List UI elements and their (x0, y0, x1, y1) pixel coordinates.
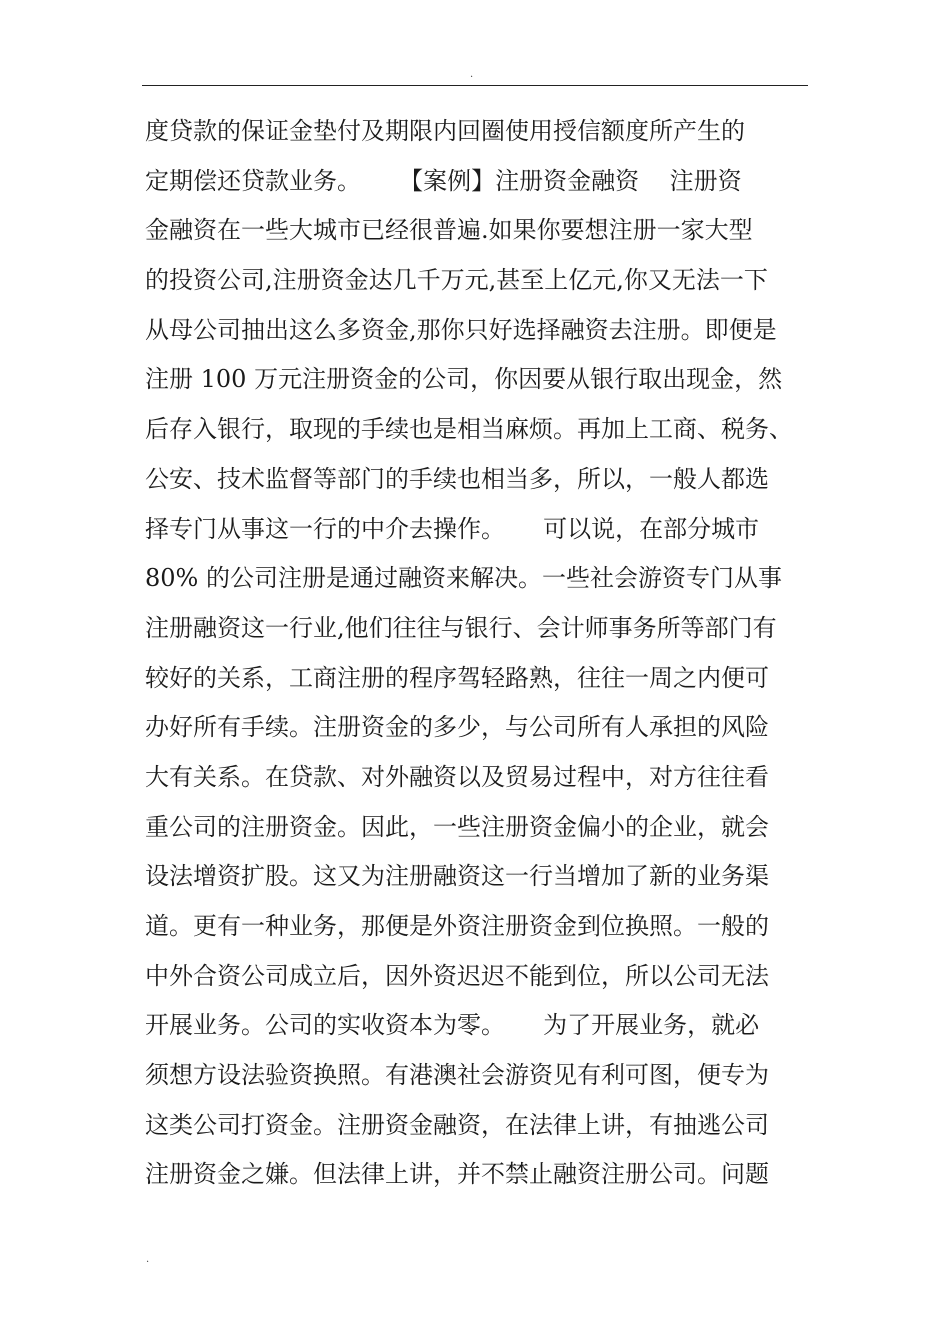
text-line: 从母公司抽出这么多资金,那你只好选择融资去注册。即便是 (145, 315, 777, 344)
header-marker: . (470, 69, 474, 80)
text-line: 重公司的注册资金。因此，一些注册资金偏小的企业，就会 (145, 812, 769, 841)
text-line: 大有关系。在贷款、对外融资以及贸易过程中，对方往往看 (145, 762, 769, 791)
text-line: 办好所有手续。注册资金的多少，与公司所有人承担的风险 (145, 713, 769, 742)
text-line: 这类公司打资金。注册资金融资，在法律上讲，有抽逃公司 (145, 1110, 769, 1139)
text-line: 公安、技术监督等部门的手续也相当多，所以，一般人都选 (145, 464, 769, 493)
text-line: 较好的关系，工商注册的程序驾轻路熟，往往一周之内便可 (145, 663, 769, 692)
body-text (145, 107, 815, 1200)
text-line: 道。更有一种业务，那便是外资注册资金到位换照。一般的 (145, 912, 769, 940)
text-line: 择专门从事这一行的中介去操作。 可以说，在部分城市 (145, 514, 760, 543)
text-line: 度贷款的保证金垫付及期限内回圈使用授信额度所产生的 (145, 117, 745, 145)
text-line: 80% 的公司注册是通过融资来解决。一些社会游资专门从事 (145, 564, 782, 593)
text-line: 注册融资这一行业,他们往往与银行、会计师事务所等部门有 (145, 613, 777, 642)
text-line: 设法增资扩股。这又为注册融资这一行当增加了新的业务渠 (145, 862, 769, 891)
text-line: 开展业务。公司的实收资本为零。 为了开展业务，就必 (145, 1011, 760, 1040)
text-line: 注册资金之嫌。但法律上讲，并不禁止融资注册公司。问题 (145, 1160, 769, 1189)
header-rule (142, 85, 808, 86)
text-line: 的投资公司,注册资金达几千万元,甚至上亿元,你又无法一下 (145, 266, 768, 295)
text-line: 定期偿还贷款业务。 【案例】注册资金融资 注册资 (145, 166, 742, 195)
text-line: 金融资在一些大城市已经很普遍.如果你要想注册一家大型 (145, 216, 753, 245)
text-line: 后存入银行，取现的手续也是相当麻烦。再加上工商、税务、 (145, 415, 793, 444)
text-line: 注册 100 万元注册资金的公司，你因要从银行取出现金，然 (145, 365, 783, 394)
text-line: 中外合资公司成立后，因外资迟迟不能到位，所以公司无法 (145, 961, 769, 990)
footer-marker: . (146, 1254, 150, 1265)
text-line: 须想方设法验资换照。有港澳社会游资见有利可图，便专为 (145, 1061, 769, 1090)
